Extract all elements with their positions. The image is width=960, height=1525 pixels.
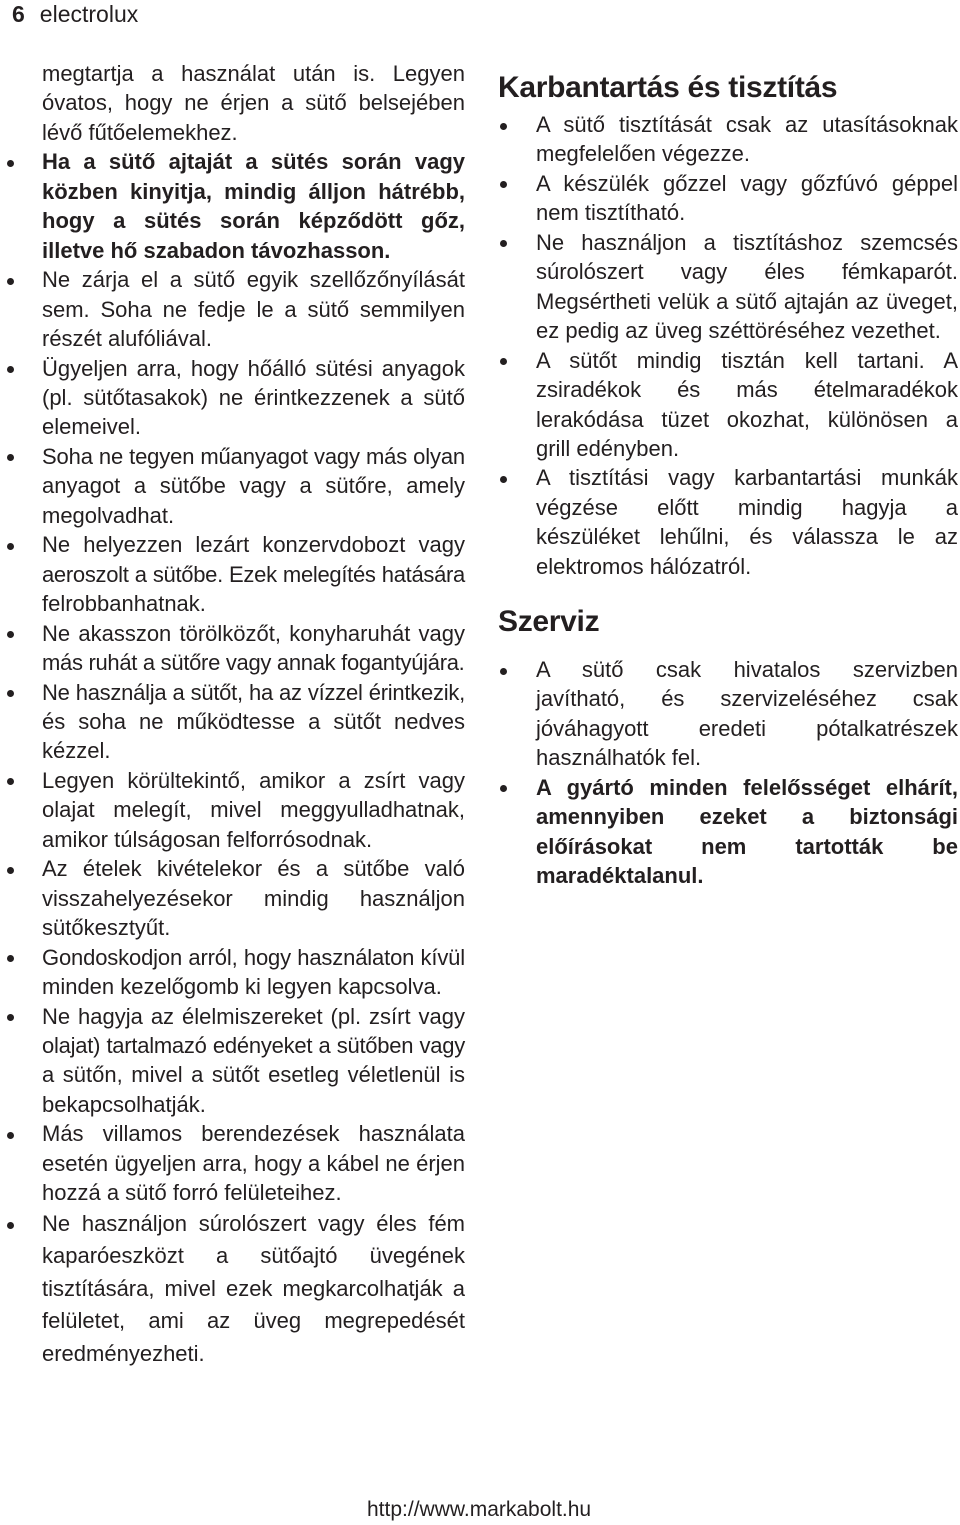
bullet-item bbox=[536, 346, 958, 464]
text-line: maradéktalanul. bbox=[536, 863, 704, 889]
text-line: Ügyeljen arra, hogy hőálló sütési anyagok bbox=[42, 355, 465, 381]
bullet-item bbox=[42, 1002, 465, 1120]
bullet-item bbox=[536, 773, 958, 891]
bullet-item bbox=[42, 530, 465, 618]
text-line: készüléket lehűlni, és válassza le az bbox=[536, 524, 958, 550]
service-section bbox=[536, 655, 958, 891]
text-line: Ne használja a sütőt, ha az vízzel érintkezik, bbox=[42, 679, 465, 705]
bullet-item bbox=[42, 1208, 465, 1371]
text-line: A gyártó minden felelősséget elhárít, bbox=[536, 774, 958, 800]
text-line: aeroszolt a sütőbe. Ezek melegítés hatására bbox=[42, 561, 465, 587]
bullet-item bbox=[42, 619, 465, 678]
bullet-item bbox=[42, 943, 465, 1002]
bullet-icon bbox=[7, 454, 14, 461]
bullet-icon bbox=[7, 690, 14, 697]
text-line: Ne helyezzen lezárt konzervdobozt vagy bbox=[42, 532, 465, 558]
bullet-icon bbox=[500, 358, 507, 365]
bullet-item bbox=[536, 655, 958, 773]
bullet-item bbox=[42, 147, 465, 265]
bullet-icon bbox=[500, 181, 507, 188]
text-line: (pl. sütőtasakok) ne érintkezzenek a sütő bbox=[42, 384, 465, 410]
text-line: a sütőn, mivel a sütőt esetleg véletlenül is bbox=[42, 1062, 465, 1088]
text-line: Ne hagyja az élelmiszereket (pl. zsírt vagy bbox=[42, 1003, 465, 1029]
text-line: amikor túlságosan felforrósodnak. bbox=[42, 826, 373, 852]
text-line: tisztítására, mivel ezek megkarcolhatják a bbox=[42, 1275, 465, 1301]
text-line: grill edényben. bbox=[536, 435, 680, 461]
bullet-item bbox=[536, 228, 958, 346]
text-line: részét alufóliával. bbox=[42, 326, 212, 352]
text-line: Ne akasszon törölközőt, konyharuhát vagy bbox=[42, 620, 465, 646]
text-line: Gondoskodjon arról, hogy használaton kívül bbox=[42, 944, 465, 970]
text-line: zsiradékok és más ételmaradékok bbox=[536, 377, 958, 403]
text-line: amennyiben ezeket a biztonsági bbox=[536, 804, 958, 830]
bullet-icon bbox=[7, 366, 14, 373]
text-line: súrolószert vagy éles fémkaparót. bbox=[536, 259, 958, 285]
text-line: Az ételek kivételekor és a sütőbe való bbox=[42, 856, 465, 882]
text-line: hogy a sütés során képződött gőz, bbox=[42, 208, 465, 234]
text-line: minden kezelőgomb ki legyen kapcsolva. bbox=[42, 974, 442, 1000]
text-line: hozzá a sütő forró felületeihez. bbox=[42, 1180, 342, 1206]
section-heading-service: Szerviz bbox=[498, 605, 600, 638]
bullet-item bbox=[42, 1119, 465, 1207]
text-line: és soha ne működtesse a sütőt nedves bbox=[42, 708, 465, 734]
text-line: illetve hő szabadon távozhasson. bbox=[42, 237, 391, 263]
bullet-icon bbox=[500, 123, 507, 130]
text-line: felrobbanhatnak. bbox=[42, 591, 206, 617]
bullet-icon bbox=[7, 1132, 14, 1139]
text-line: sütőkesztyűt. bbox=[42, 915, 171, 941]
text-line: előírásokat nem tartották be bbox=[536, 833, 958, 859]
text-line: olajat) tartalmazó edényeket a sütőben vagy bbox=[42, 1032, 465, 1058]
text-line: Legyen körültekintő, amikor a zsírt vagy bbox=[42, 767, 465, 793]
text-line: elemeivel. bbox=[42, 414, 142, 440]
text-line: kézzel. bbox=[42, 738, 111, 764]
text-line: javítható, és szervizeléséhez csak bbox=[536, 686, 958, 712]
text-line: eredményezheti. bbox=[42, 1340, 205, 1366]
maintenance-section bbox=[536, 110, 958, 581]
intro-paragraph bbox=[42, 59, 465, 147]
text-line: A készülék gőzzel vagy gőzfúvó géppel bbox=[536, 170, 958, 196]
bullet-icon bbox=[7, 278, 14, 285]
text-line: anyagot a sütőbe vagy a sütőre, amely bbox=[42, 473, 465, 499]
text-line: sem. Soha ne fedje le a sütő semmilyen bbox=[42, 296, 465, 322]
bullet-icon bbox=[7, 955, 14, 962]
text-line: kaparóeszközt a sütőajtó üvegének bbox=[42, 1243, 465, 1269]
footer-url: http://www.markabolt.hu bbox=[367, 1498, 592, 1521]
bullet-icon bbox=[500, 668, 507, 675]
text-line: végzése előtt mindig hagyja a bbox=[536, 494, 958, 520]
bullet-icon bbox=[500, 240, 507, 247]
text-line: Ha a sütő ajtaját a sütés során vagy bbox=[42, 149, 465, 175]
bullet-icon bbox=[500, 476, 507, 483]
brand-name: electrolux bbox=[39, 1, 139, 27]
bullet-icon bbox=[7, 631, 14, 638]
text-line: más ruhát a sütőre vagy annak fogantyújára. bbox=[42, 650, 465, 676]
bullet-item bbox=[42, 442, 465, 530]
page-header bbox=[12, 1, 138, 27]
bullet-item bbox=[536, 463, 958, 581]
bullet-item bbox=[42, 678, 465, 766]
bullet-icon bbox=[7, 160, 14, 167]
bullet-item bbox=[42, 766, 465, 854]
text-line: Ne használjon a tisztításhoz szemcsés bbox=[536, 229, 958, 255]
text-line: olajat melegít, mivel meggyulladhatnak, bbox=[42, 797, 465, 823]
section-heading-maintenance: Karbantartás és tisztítás bbox=[498, 71, 838, 104]
bullet-item bbox=[536, 110, 958, 169]
bullet-icon bbox=[7, 778, 14, 785]
bullet-item bbox=[42, 854, 465, 942]
text-line: A sütő tisztítását csak az utasításoknak bbox=[536, 112, 958, 137]
text-line: nem tisztítható. bbox=[536, 200, 686, 226]
text-line: jóváhagyott eredeti pótalkatrészek bbox=[536, 715, 958, 741]
text-line: lévő fűtőelemekhez. bbox=[42, 119, 238, 145]
text-line: megfelelően végezze. bbox=[536, 141, 751, 167]
text-line: Más villamos berendezések használata bbox=[42, 1121, 465, 1147]
bullet-item bbox=[42, 354, 465, 442]
bullet-item bbox=[536, 169, 958, 228]
left-column bbox=[42, 59, 465, 1370]
text-line: felületet, ami az üveg megrepedését bbox=[42, 1308, 465, 1334]
text-line: megolvadhat. bbox=[42, 502, 175, 528]
bullet-icon bbox=[7, 543, 14, 550]
bullet-item bbox=[42, 265, 465, 353]
text-line: Ne használjon súrolószert vagy éles fém bbox=[42, 1210, 465, 1236]
text-line: A tisztítási vagy karbantartási munkák bbox=[536, 465, 958, 491]
text-line: Megsértheti velük a sütő ajtaján az üveget, bbox=[536, 288, 958, 314]
text-line: A sütőt mindig tisztán kell tartani. A bbox=[536, 347, 958, 373]
text-line: bekapcsolhatják. bbox=[42, 1091, 206, 1117]
bullet-icon bbox=[7, 1222, 14, 1229]
text-line: elektromos hálózatról. bbox=[536, 553, 752, 579]
text-line: Soha ne tegyen műanyagot vagy más olyan bbox=[42, 443, 465, 469]
text-line: esetén ügyeljen arra, hogy a kábel ne érjen bbox=[42, 1150, 465, 1176]
bullet-icon bbox=[7, 1014, 14, 1021]
text-line: használhatók fel. bbox=[536, 745, 702, 771]
text-line: lerakódása tüzet okozhat, különösen a bbox=[536, 406, 958, 432]
text-line: óvatos, hogy ne érjen a sütő belsejében bbox=[42, 90, 465, 116]
page-number: 6 bbox=[12, 1, 25, 27]
text-line: megtartja a használat után is. Legyen bbox=[42, 61, 465, 86]
text-line: Ne zárja el a sütő egyik szellőzőnyílását bbox=[42, 267, 465, 293]
text-line: ez pedig az üveg széttöréséhez vezethet. bbox=[536, 318, 941, 344]
text-line: közben kinyitja, mindig álljon hátrébb, bbox=[42, 178, 465, 204]
bullet-icon bbox=[500, 785, 507, 792]
text-line: A sütő csak hivatalos szervizben bbox=[536, 657, 958, 682]
bullet-icon bbox=[7, 867, 14, 874]
text-line: visszahelyezésekor mindig használjon bbox=[42, 885, 465, 911]
